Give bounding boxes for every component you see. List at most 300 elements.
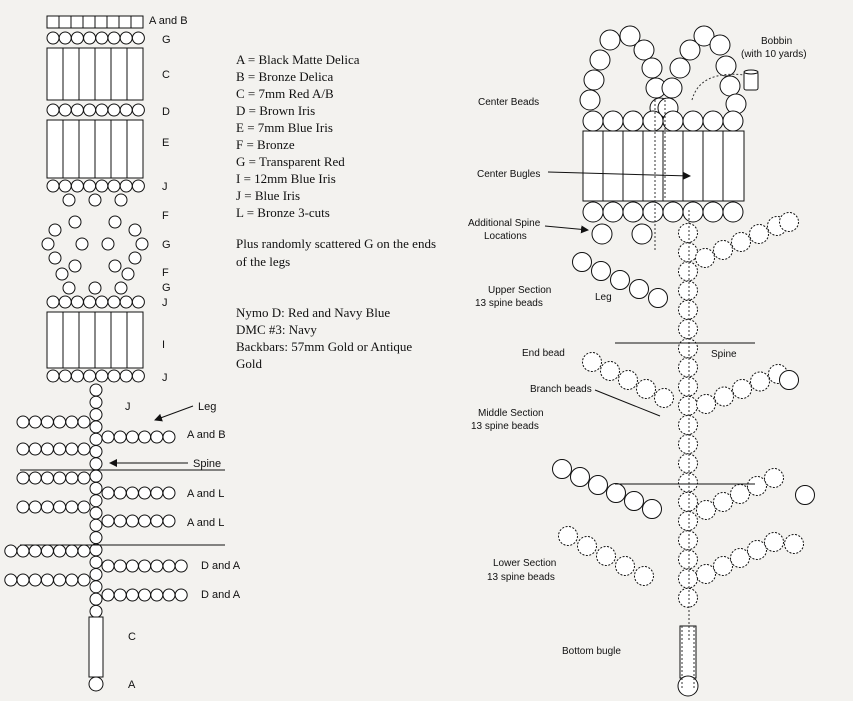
spine-bead — [90, 495, 102, 507]
spine-bead — [679, 435, 698, 454]
spine-bead — [90, 384, 102, 396]
label-middle-section-2: 13 spine beads — [471, 421, 539, 432]
center-bead — [663, 111, 683, 131]
leg-bead — [78, 443, 90, 455]
leg-bead — [163, 560, 175, 572]
bead — [69, 260, 81, 272]
bead — [120, 180, 132, 192]
leg-bead — [751, 372, 770, 391]
leg-bead — [102, 431, 114, 443]
spine-bead — [90, 446, 102, 458]
bead — [590, 50, 610, 70]
spine-bead — [90, 458, 102, 470]
bead — [580, 90, 600, 110]
leg-bead — [607, 484, 626, 503]
legend-item: J = Blue Iris — [236, 188, 301, 203]
bead — [584, 70, 604, 90]
leg-bead — [151, 589, 163, 601]
legend-item: I = 12mm Blue Iris — [236, 171, 336, 186]
center-bead — [583, 111, 603, 131]
leg-bead — [151, 515, 163, 527]
leg-bead — [114, 589, 126, 601]
bead — [71, 370, 83, 382]
label-upper-section-1: Upper Section — [488, 285, 552, 296]
center-bead — [683, 111, 703, 131]
leg-bead — [54, 574, 66, 586]
leg-bead — [765, 469, 784, 488]
bead — [642, 58, 662, 78]
spine-bead — [90, 556, 102, 568]
leg-bead — [54, 501, 66, 513]
leg-bead — [41, 443, 53, 455]
center-bead — [683, 202, 703, 222]
label-branch-beads: Branch beads — [530, 384, 592, 395]
leg-bead — [17, 443, 29, 455]
leg-bead — [611, 271, 630, 290]
bead — [96, 370, 108, 382]
leg-bead — [750, 225, 769, 244]
spine-bead — [90, 433, 102, 445]
center-bead — [643, 202, 663, 222]
bead — [96, 180, 108, 192]
leg-bead — [697, 501, 716, 520]
end-bead — [785, 535, 804, 554]
leg-bead — [114, 515, 126, 527]
bead — [120, 104, 132, 116]
label-a-and-b-top: A and B — [149, 15, 188, 27]
bottom-bead-right — [678, 676, 698, 696]
bead — [71, 296, 83, 308]
bead — [122, 268, 134, 280]
bead — [108, 370, 120, 382]
bead — [84, 32, 96, 44]
leg-bead — [66, 472, 78, 484]
bead-rings — [42, 194, 148, 294]
leg-bead — [571, 468, 590, 487]
spine-bead — [679, 512, 698, 531]
leg-arrow-left — [155, 406, 193, 420]
bobbin-icon — [744, 70, 758, 90]
leg-bead — [714, 557, 733, 576]
leg-bead — [637, 380, 656, 399]
label-bobbin-sub: (with 10 yards) — [741, 49, 807, 60]
leg-bead — [41, 472, 53, 484]
bead — [69, 216, 81, 228]
bead — [720, 76, 740, 96]
legend-item: E = 7mm Blue Iris — [236, 120, 333, 135]
leg-bead — [175, 560, 187, 572]
spine-bead — [90, 593, 102, 605]
label-a-and-b-2: A and B — [187, 429, 226, 441]
bead-row-g1 — [47, 32, 144, 44]
label-middle-section-1: Middle Section — [478, 408, 544, 419]
leg-bead — [78, 545, 90, 557]
bead — [109, 216, 121, 228]
center-bead — [603, 111, 623, 131]
bead — [47, 296, 59, 308]
bead — [49, 224, 61, 236]
bead — [42, 238, 54, 250]
spine-bead — [679, 243, 698, 262]
label-f1: F — [162, 210, 169, 222]
leg-bead — [17, 501, 29, 513]
spine-bead — [90, 569, 102, 581]
leg-bead — [139, 560, 151, 572]
leg-bead — [163, 589, 175, 601]
leg-bead — [102, 487, 114, 499]
bead — [59, 370, 71, 382]
leg-bead — [66, 416, 78, 428]
leg-bead — [151, 560, 163, 572]
leg-bead — [78, 416, 90, 428]
leg-bead — [102, 589, 114, 601]
bead — [59, 296, 71, 308]
leg-bead — [29, 443, 41, 455]
leg-bead — [733, 380, 752, 399]
center-bead — [703, 111, 723, 131]
bead — [96, 104, 108, 116]
bead — [600, 30, 620, 50]
leg-bead — [559, 527, 578, 546]
label-additional-spine-1: Additional Spine — [468, 218, 541, 229]
legend-backbars-2: Gold — [236, 356, 262, 371]
label-g1: G — [162, 34, 171, 46]
leg-bead — [17, 574, 29, 586]
label-leg-left: Leg — [198, 401, 217, 413]
label-leg-right: Leg — [595, 292, 612, 303]
bead — [59, 32, 71, 44]
label-spine-right: Spine — [711, 349, 737, 360]
leg-bead — [589, 476, 608, 495]
leg-bead — [714, 493, 733, 512]
leg-bead — [655, 389, 674, 408]
label-center-beads: Center Beads — [478, 97, 540, 108]
bead — [108, 180, 120, 192]
spine-bead — [90, 470, 102, 482]
leg-bead — [66, 574, 78, 586]
bead — [71, 32, 83, 44]
leg-bead — [126, 515, 138, 527]
leg-bead — [54, 416, 66, 428]
bead — [132, 370, 144, 382]
center-bead — [603, 202, 623, 222]
leg-bead — [41, 574, 53, 586]
legend-nymo: Nymo D: Red and Navy Blue — [236, 305, 391, 320]
spine-bead — [90, 409, 102, 421]
legend-item: F = Bronze — [236, 137, 295, 152]
bead — [84, 180, 96, 192]
additional-spine-bead — [632, 224, 652, 244]
leg-bead — [114, 487, 126, 499]
leg-bead — [765, 533, 784, 552]
leg-bead — [697, 565, 716, 584]
leg-bead — [553, 460, 572, 479]
legend-item: L = Bronze 3-cuts — [236, 205, 330, 220]
label-d-and-a-2: D and A — [201, 589, 241, 601]
label-i1: I — [162, 339, 166, 351]
end-bead — [796, 486, 815, 505]
label-j4: J — [125, 401, 131, 413]
leg-bead — [573, 253, 592, 272]
leg-bead — [630, 280, 649, 299]
spine-bead — [679, 358, 698, 377]
bead — [662, 78, 682, 98]
center-bead — [723, 202, 743, 222]
spine-bead — [679, 377, 698, 396]
legend-item: B = Bronze Delica — [236, 69, 334, 84]
leg-bead — [54, 443, 66, 455]
spine-bead — [90, 532, 102, 544]
label-additional-spine-2: Locations — [484, 231, 527, 242]
leg-bead — [5, 545, 17, 557]
label-j2: J — [162, 297, 168, 309]
spine-bead — [679, 588, 698, 607]
bead — [84, 370, 96, 382]
label-a-and-l-1: A and L — [187, 488, 225, 500]
label-e1: E — [162, 137, 170, 149]
bead — [132, 180, 144, 192]
end-bead — [780, 371, 799, 390]
label-g3: G — [162, 282, 171, 294]
spine-bead — [679, 339, 698, 358]
spine-bead — [679, 396, 698, 415]
bead — [71, 180, 83, 192]
spine-bead — [679, 416, 698, 435]
leg-bead — [619, 371, 638, 390]
bead — [96, 296, 108, 308]
end-bead — [780, 213, 799, 232]
leg-bead — [714, 241, 733, 260]
spine-bead — [90, 605, 102, 617]
leg-bead — [54, 472, 66, 484]
bead — [129, 224, 141, 236]
bead — [63, 282, 75, 294]
bead — [89, 194, 101, 206]
spine-bead — [90, 519, 102, 531]
label-c1: C — [162, 69, 170, 81]
leg-bead — [29, 545, 41, 557]
bead — [108, 296, 120, 308]
legend-item: A = Black Matte Delica — [236, 52, 360, 67]
legend-extra-1: Plus randomly scattered G on the ends — [236, 236, 437, 251]
label-lower-section-1: Lower Section — [493, 558, 557, 569]
spine-bead — [90, 544, 102, 556]
spine-bead — [679, 224, 698, 243]
leg-bead — [748, 477, 767, 496]
spine-bead — [90, 482, 102, 494]
leg-bead — [126, 560, 138, 572]
label-bobbin: Bobbin — [761, 36, 793, 47]
label-f2: F — [162, 267, 169, 279]
additional-spine-arrow — [545, 226, 588, 230]
leg-bead — [748, 541, 767, 560]
leg-bead — [151, 431, 163, 443]
leg-bead — [649, 289, 668, 308]
leg-bead — [17, 545, 29, 557]
leg-bead — [29, 501, 41, 513]
leg-bead — [163, 431, 175, 443]
label-lower-section-2: 13 spine beads — [487, 572, 555, 583]
center-bead — [623, 202, 643, 222]
leg-bead — [139, 515, 151, 527]
label-spine-left: Spine — [193, 458, 222, 470]
bead — [129, 252, 141, 264]
leg-bead — [102, 560, 114, 572]
bottom-bead-a — [89, 677, 103, 691]
bead — [102, 238, 114, 250]
leg-bead — [592, 262, 611, 281]
leg-bead — [601, 362, 620, 381]
spine-bead — [679, 262, 698, 281]
leg-bead — [5, 574, 17, 586]
bead — [49, 252, 61, 264]
bead — [108, 104, 120, 116]
bead — [670, 58, 690, 78]
bead — [115, 282, 127, 294]
leg-bead — [697, 395, 716, 414]
leg-bead — [29, 472, 41, 484]
leg-bead — [643, 500, 662, 519]
leg-bead — [151, 487, 163, 499]
center-bead — [723, 111, 743, 131]
leg-bead — [139, 431, 151, 443]
bead — [59, 104, 71, 116]
bead — [132, 296, 144, 308]
center-bead — [643, 111, 663, 131]
legend-extra-2: of the legs — [236, 254, 291, 269]
bead — [108, 32, 120, 44]
leg-bead — [583, 353, 602, 372]
legend-item: C = 7mm Red A/B — [236, 86, 334, 101]
label-j3: J — [162, 372, 168, 384]
bead-row-j2 — [47, 296, 144, 308]
spine-bead — [679, 281, 698, 300]
leg-bead — [54, 545, 66, 557]
bead — [89, 282, 101, 294]
bead — [109, 260, 121, 272]
right-spine-beads — [679, 224, 698, 608]
bead-row-d1 — [47, 104, 144, 116]
leg-bead — [114, 560, 126, 572]
bead-row-j1 — [47, 180, 144, 192]
bead — [710, 35, 730, 55]
legend-item: G = Transparent Red — [236, 154, 345, 169]
label-a-and-l-2: A and L — [187, 517, 225, 529]
left-spine-beads — [90, 384, 102, 617]
spine-bead — [90, 396, 102, 408]
spine-bead — [90, 507, 102, 519]
label-bottom-bugle: Bottom bugle — [562, 646, 621, 657]
leg-bead — [731, 485, 750, 504]
bead — [120, 296, 132, 308]
bead — [47, 104, 59, 116]
spine-bead — [679, 320, 698, 339]
leg-bead — [635, 567, 654, 586]
label-center-bugles: Center Bugles — [477, 169, 541, 180]
leg-bead — [78, 574, 90, 586]
spine-bead — [90, 581, 102, 593]
leg-bead — [732, 233, 751, 252]
label-upper-section-2: 13 spine beads — [475, 298, 543, 309]
leg-bead — [78, 501, 90, 513]
leg-bead — [126, 487, 138, 499]
left-bead-pattern — [5, 16, 187, 691]
leg-bead — [578, 537, 597, 556]
bead — [56, 268, 68, 280]
additional-spine-bead — [592, 224, 612, 244]
leg-bead — [66, 501, 78, 513]
leg-bead — [66, 443, 78, 455]
legend — [236, 52, 436, 371]
spine-bead — [679, 454, 698, 473]
bead — [132, 32, 144, 44]
leg-bead — [139, 589, 151, 601]
bead — [76, 238, 88, 250]
bead — [132, 104, 144, 116]
bead — [115, 194, 127, 206]
bead — [136, 238, 148, 250]
center-bead — [623, 111, 643, 131]
leg-bead — [597, 547, 616, 566]
leg-bead — [126, 589, 138, 601]
spine-bead — [679, 569, 698, 588]
bead-row-j3 — [47, 370, 144, 382]
bead — [716, 56, 736, 76]
spine-bead — [679, 550, 698, 569]
bead — [71, 104, 83, 116]
legend-dmc: DMC #3: Navy — [236, 322, 317, 337]
spine-bead — [679, 492, 698, 511]
right-bead-pattern — [553, 26, 815, 696]
leg-bead — [17, 416, 29, 428]
spine-bead — [90, 421, 102, 433]
label-j1: J — [162, 181, 168, 193]
leg-bead — [625, 492, 644, 511]
leg-bead — [163, 487, 175, 499]
bead — [120, 32, 132, 44]
leg-bead — [41, 416, 53, 428]
bead — [96, 32, 108, 44]
legend-backbars-1: Backbars: 57mm Gold or Antique — [236, 339, 413, 354]
leg-bead — [17, 472, 29, 484]
leg-bead — [731, 549, 750, 568]
leg-bead — [102, 515, 114, 527]
bead — [120, 370, 132, 382]
bead — [84, 104, 96, 116]
label-d-and-a-1: D and A — [201, 560, 241, 572]
legend-item: D = Brown Iris — [236, 103, 316, 118]
leg-bead — [715, 387, 734, 406]
leg-bead — [78, 472, 90, 484]
leg-bead — [41, 501, 53, 513]
bead — [47, 180, 59, 192]
label-end-bead: End bead — [522, 348, 565, 359]
bead — [47, 32, 59, 44]
leg-bead — [696, 249, 715, 268]
label-c2: C — [128, 631, 136, 643]
bead — [84, 296, 96, 308]
leg-bead — [29, 574, 41, 586]
bottom-bugle-c — [89, 617, 103, 677]
leg-bead — [139, 487, 151, 499]
leg-bead — [126, 431, 138, 443]
center-bead — [663, 202, 683, 222]
spine-bead — [679, 531, 698, 550]
label-g2: G — [162, 239, 171, 251]
leg-bead — [175, 589, 187, 601]
bead — [47, 370, 59, 382]
leg-bead — [163, 515, 175, 527]
